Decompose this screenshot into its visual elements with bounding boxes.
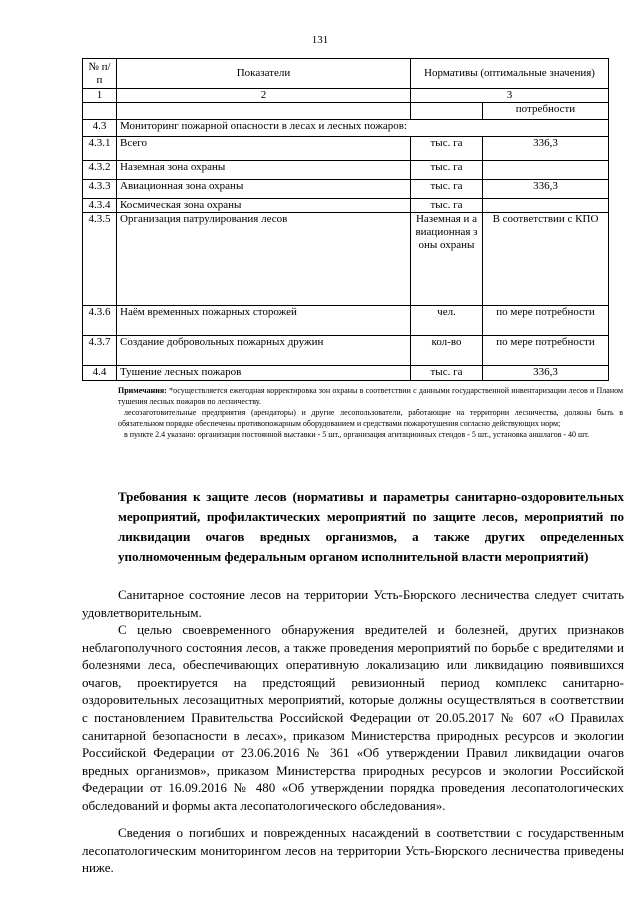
notes-label: Примечания: bbox=[118, 386, 167, 395]
column-numbers-row bbox=[83, 89, 609, 103]
col-number: 2 bbox=[117, 89, 411, 103]
table-row bbox=[83, 336, 609, 366]
row-value: В соответствии с КПО bbox=[483, 213, 609, 306]
row-unit: тыс. га bbox=[411, 199, 483, 213]
row-number: 4.4 bbox=[83, 366, 117, 381]
col-number: 3 bbox=[411, 89, 609, 103]
section-row bbox=[83, 120, 609, 137]
row-name: Тушение лесных пожаров bbox=[117, 366, 411, 381]
paragraph: Сведения о погибших и поврежденных насаждений в соответствии с государственным лесопатологическим мониторингом лесов на территории Усть-Бюрского лесничества приведены ниже. bbox=[82, 825, 624, 876]
row-unit: чел. bbox=[411, 306, 483, 336]
row-name: Космическая зона охраны bbox=[117, 199, 411, 213]
note-1: Примечания: *осуществляется ежегодная корректировка зон охраны в соответствии с данными государственной инвентаризации лесов и Планом тушения лесных пожаров по лесничеству. bbox=[118, 386, 624, 406]
row-unit: тыс. га bbox=[411, 161, 483, 180]
section-title: Мониторинг пожарной опасности в лесах и лесных пожаров: bbox=[117, 120, 609, 137]
table-row bbox=[83, 180, 609, 199]
paragraph: Санитарное состояние лесов на территории Усть-Бюрского лесничества следует считать удовлетворительным. bbox=[82, 587, 624, 620]
row-value: 336,3 bbox=[483, 137, 609, 161]
row-value: по мере потребности bbox=[483, 336, 609, 366]
table-row bbox=[83, 103, 609, 120]
norms-table bbox=[82, 58, 609, 381]
table-notes bbox=[118, 385, 623, 440]
row-name: Наём временных пожарных сторожей bbox=[117, 306, 411, 336]
table-row bbox=[83, 213, 609, 306]
row-unit: кол-во bbox=[411, 336, 483, 366]
row-unit: тыс. га bbox=[411, 366, 483, 381]
note-2: лесозаготовительные предприятия (арендаторы) и другие лесопользователи, работающие на территории лесничества, должны быть в обязательном порядке обеспечены противопожарным оборудованием и средствами пожаротушения согласно действующих норм; bbox=[118, 408, 623, 428]
row-unit: тыс. га bbox=[411, 180, 483, 199]
row-value bbox=[483, 161, 609, 180]
table-row bbox=[83, 366, 609, 381]
table-row bbox=[83, 137, 609, 161]
row-name: Организация патрулирования лесов bbox=[117, 213, 411, 306]
header-norms: Нормативы (оптимальные значения) bbox=[411, 59, 609, 89]
row-value: 336,3 bbox=[483, 180, 609, 199]
row-unit: Наземная и авиационная зоны охраны bbox=[411, 213, 483, 306]
row-number: 4.3.2 bbox=[83, 161, 117, 180]
note-3: в пункте 2.4 указано: организация постоянной выставки - 5 шт., организация агитационных стендов - 5 шт., установка аншлагов - 40 шт. bbox=[124, 430, 590, 439]
row-value: 336,3 bbox=[483, 366, 609, 381]
row-number: 4.3.3 bbox=[83, 180, 117, 199]
row-number: 4.3.5 bbox=[83, 213, 117, 306]
row-unit: тыс. га bbox=[411, 137, 483, 161]
col-number: 1 bbox=[83, 89, 117, 103]
row-name: Создание добровольных пожарных дружин bbox=[117, 336, 411, 366]
paragraph: С целью своевременного обнаружения вредителей и болезней, других признаков неблагополучного состояния лесов, а также проведения мероприятий по борьбе с вредителями и болезнями леса, обеспечивающих оперативную локализацию или ликвидацию появившихся очагов, проектируется на предстоящий ревизионный период комплекс санитарно-оздоровительных лесозащитных мероприятий, которые должны осуществляться в соответствии с постановлением Правительства Российской Федерации от 20.05.2017 № 607 «О Правилах санитарной безопасности в лесах», приказом Министерства природных ресурсов и экологии Российской Федерации от 23.06.2016 № 361 «Об утверждении Правил ликвидации очагов вредных организмов», приказом Министерства природных ресурсов и экологии Российской Федерации от 16.09.2016 № 480 «Об утверждении порядка проведения лесопатологических обследований и формы акта лесопатологического обследования». bbox=[82, 622, 624, 813]
page-number: 131 bbox=[311, 34, 329, 46]
header-num: № п/п bbox=[83, 59, 117, 89]
table-header-row bbox=[83, 59, 609, 89]
row-name: Всего bbox=[117, 137, 411, 161]
table-row bbox=[83, 161, 609, 180]
table-row bbox=[83, 199, 609, 213]
row-name: Авиационная зона охраны bbox=[117, 180, 411, 199]
row-number: 4.3.4 bbox=[83, 199, 117, 213]
section-heading: Требования к защите лесов (нормативы и параметры санитарно-оздоровительных мероприятий, профилактических мероприятий по защите лесов, мероприятий по ликвидации очагов вредных организмов, а также других определенных уполномоченным федеральным органом исполнительной власти мероприятий) bbox=[118, 489, 624, 564]
table-row bbox=[83, 306, 609, 336]
header-indicators: Показатели bbox=[117, 59, 411, 89]
row-value bbox=[483, 199, 609, 213]
prev-tail-cell: потребности bbox=[483, 103, 609, 120]
row-value: по мере потребности bbox=[483, 306, 609, 336]
row-number: 4.3.6 bbox=[83, 306, 117, 336]
row-number: 4.3.1 bbox=[83, 137, 117, 161]
row-number: 4.3 bbox=[83, 120, 117, 137]
row-number: 4.3.7 bbox=[83, 336, 117, 366]
row-name: Наземная зона охраны bbox=[117, 161, 411, 180]
